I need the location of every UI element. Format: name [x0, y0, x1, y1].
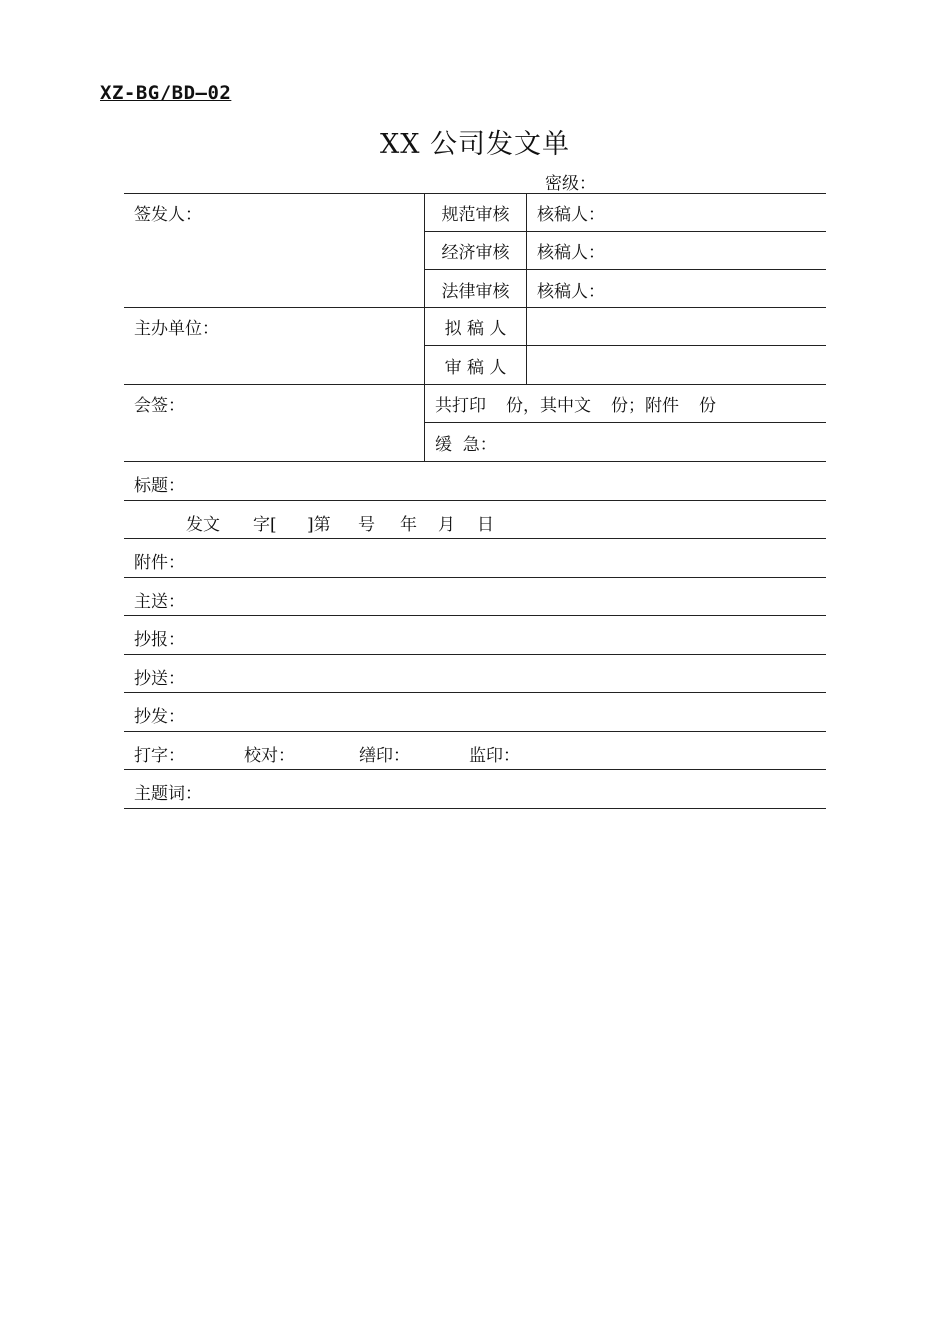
distribute-row[interactable] [124, 693, 826, 732]
review-row [425, 270, 826, 308]
doc-number-char: 字[ [253, 514, 277, 535]
checker-row [425, 346, 826, 384]
checker-field[interactable] [527, 346, 826, 384]
doc-number-no: 号 [358, 514, 375, 535]
document-code: XZ-BG/BD—02 [100, 82, 232, 104]
cc-label: 抄送： [134, 668, 185, 689]
copies-print-label: 共打印 [435, 396, 486, 416]
attachment-label: 附件： [134, 553, 185, 573]
urgency-label: 缓 急： [435, 434, 497, 455]
title-label: 标题： [134, 476, 185, 496]
copies-main-label: 份，其中文 [506, 396, 591, 416]
signer-block [124, 193, 826, 308]
review-row [425, 232, 826, 270]
doc-number-month: 月 [438, 514, 455, 535]
host-unit-block [124, 308, 826, 385]
report-row[interactable] [124, 616, 826, 655]
copies-unit-label: 份 [699, 396, 716, 416]
drafter-group [425, 308, 826, 384]
drafter-field[interactable] [527, 308, 826, 345]
typing-label: 打字： [134, 745, 185, 766]
review-name: 经济审核 [425, 232, 527, 269]
supervise-label: 监印： [469, 745, 520, 766]
host-unit-field[interactable] [124, 308, 425, 384]
countersign-block [124, 385, 826, 462]
copies-text [425, 385, 826, 422]
copies-row[interactable] [425, 385, 826, 423]
proof-label: 校对： [244, 745, 295, 766]
review-row [425, 194, 826, 232]
title-row[interactable] [124, 462, 826, 501]
review-name: 法律审核 [425, 270, 527, 308]
signer-field[interactable] [124, 194, 425, 307]
main-send-row[interactable] [124, 578, 826, 617]
copies-attach-label: 份；附件 [611, 396, 679, 416]
attachment-row[interactable] [124, 539, 826, 578]
keywords-row[interactable] [124, 770, 826, 809]
report-label: 抄报： [134, 630, 185, 650]
drafter-row [425, 308, 826, 346]
doc-number-day: 日 [477, 514, 494, 535]
main-send-label: 主送： [134, 591, 185, 612]
host-unit-label: 主办单位： [134, 319, 219, 339]
reviewer-field[interactable]: 核稿人： [537, 243, 605, 263]
review-group [425, 194, 826, 307]
doc-number-prefix: 发文 [186, 514, 220, 535]
print-label: 缮印： [359, 745, 410, 766]
copies-group [425, 385, 826, 461]
countersign-label: 会签： [134, 396, 185, 416]
countersign-field[interactable] [124, 385, 425, 461]
signer-label: 签发人： [134, 205, 202, 225]
reviewer-field[interactable]: 核稿人： [537, 281, 605, 302]
sign-off-row[interactable] [124, 732, 826, 771]
doc-number-row[interactable] [124, 501, 826, 540]
document-title: XX 公司发文单 [379, 129, 571, 160]
cc-row[interactable] [124, 655, 826, 694]
keywords-label: 主题词： [134, 784, 202, 804]
review-name: 规范审核 [425, 194, 527, 231]
secret-level-label: 密级： [545, 174, 596, 194]
dispatch-form [124, 193, 826, 809]
distribute-label: 抄发： [134, 707, 185, 727]
urgency-row[interactable] [425, 423, 826, 461]
checker-label: 审 稿 人 [425, 346, 527, 384]
drafter-label: 拟 稿 人 [425, 308, 527, 345]
doc-number-seq: ]第 [307, 514, 331, 535]
reviewer-field[interactable]: 核稿人： [537, 205, 605, 225]
doc-number-year: 年 [400, 514, 417, 535]
